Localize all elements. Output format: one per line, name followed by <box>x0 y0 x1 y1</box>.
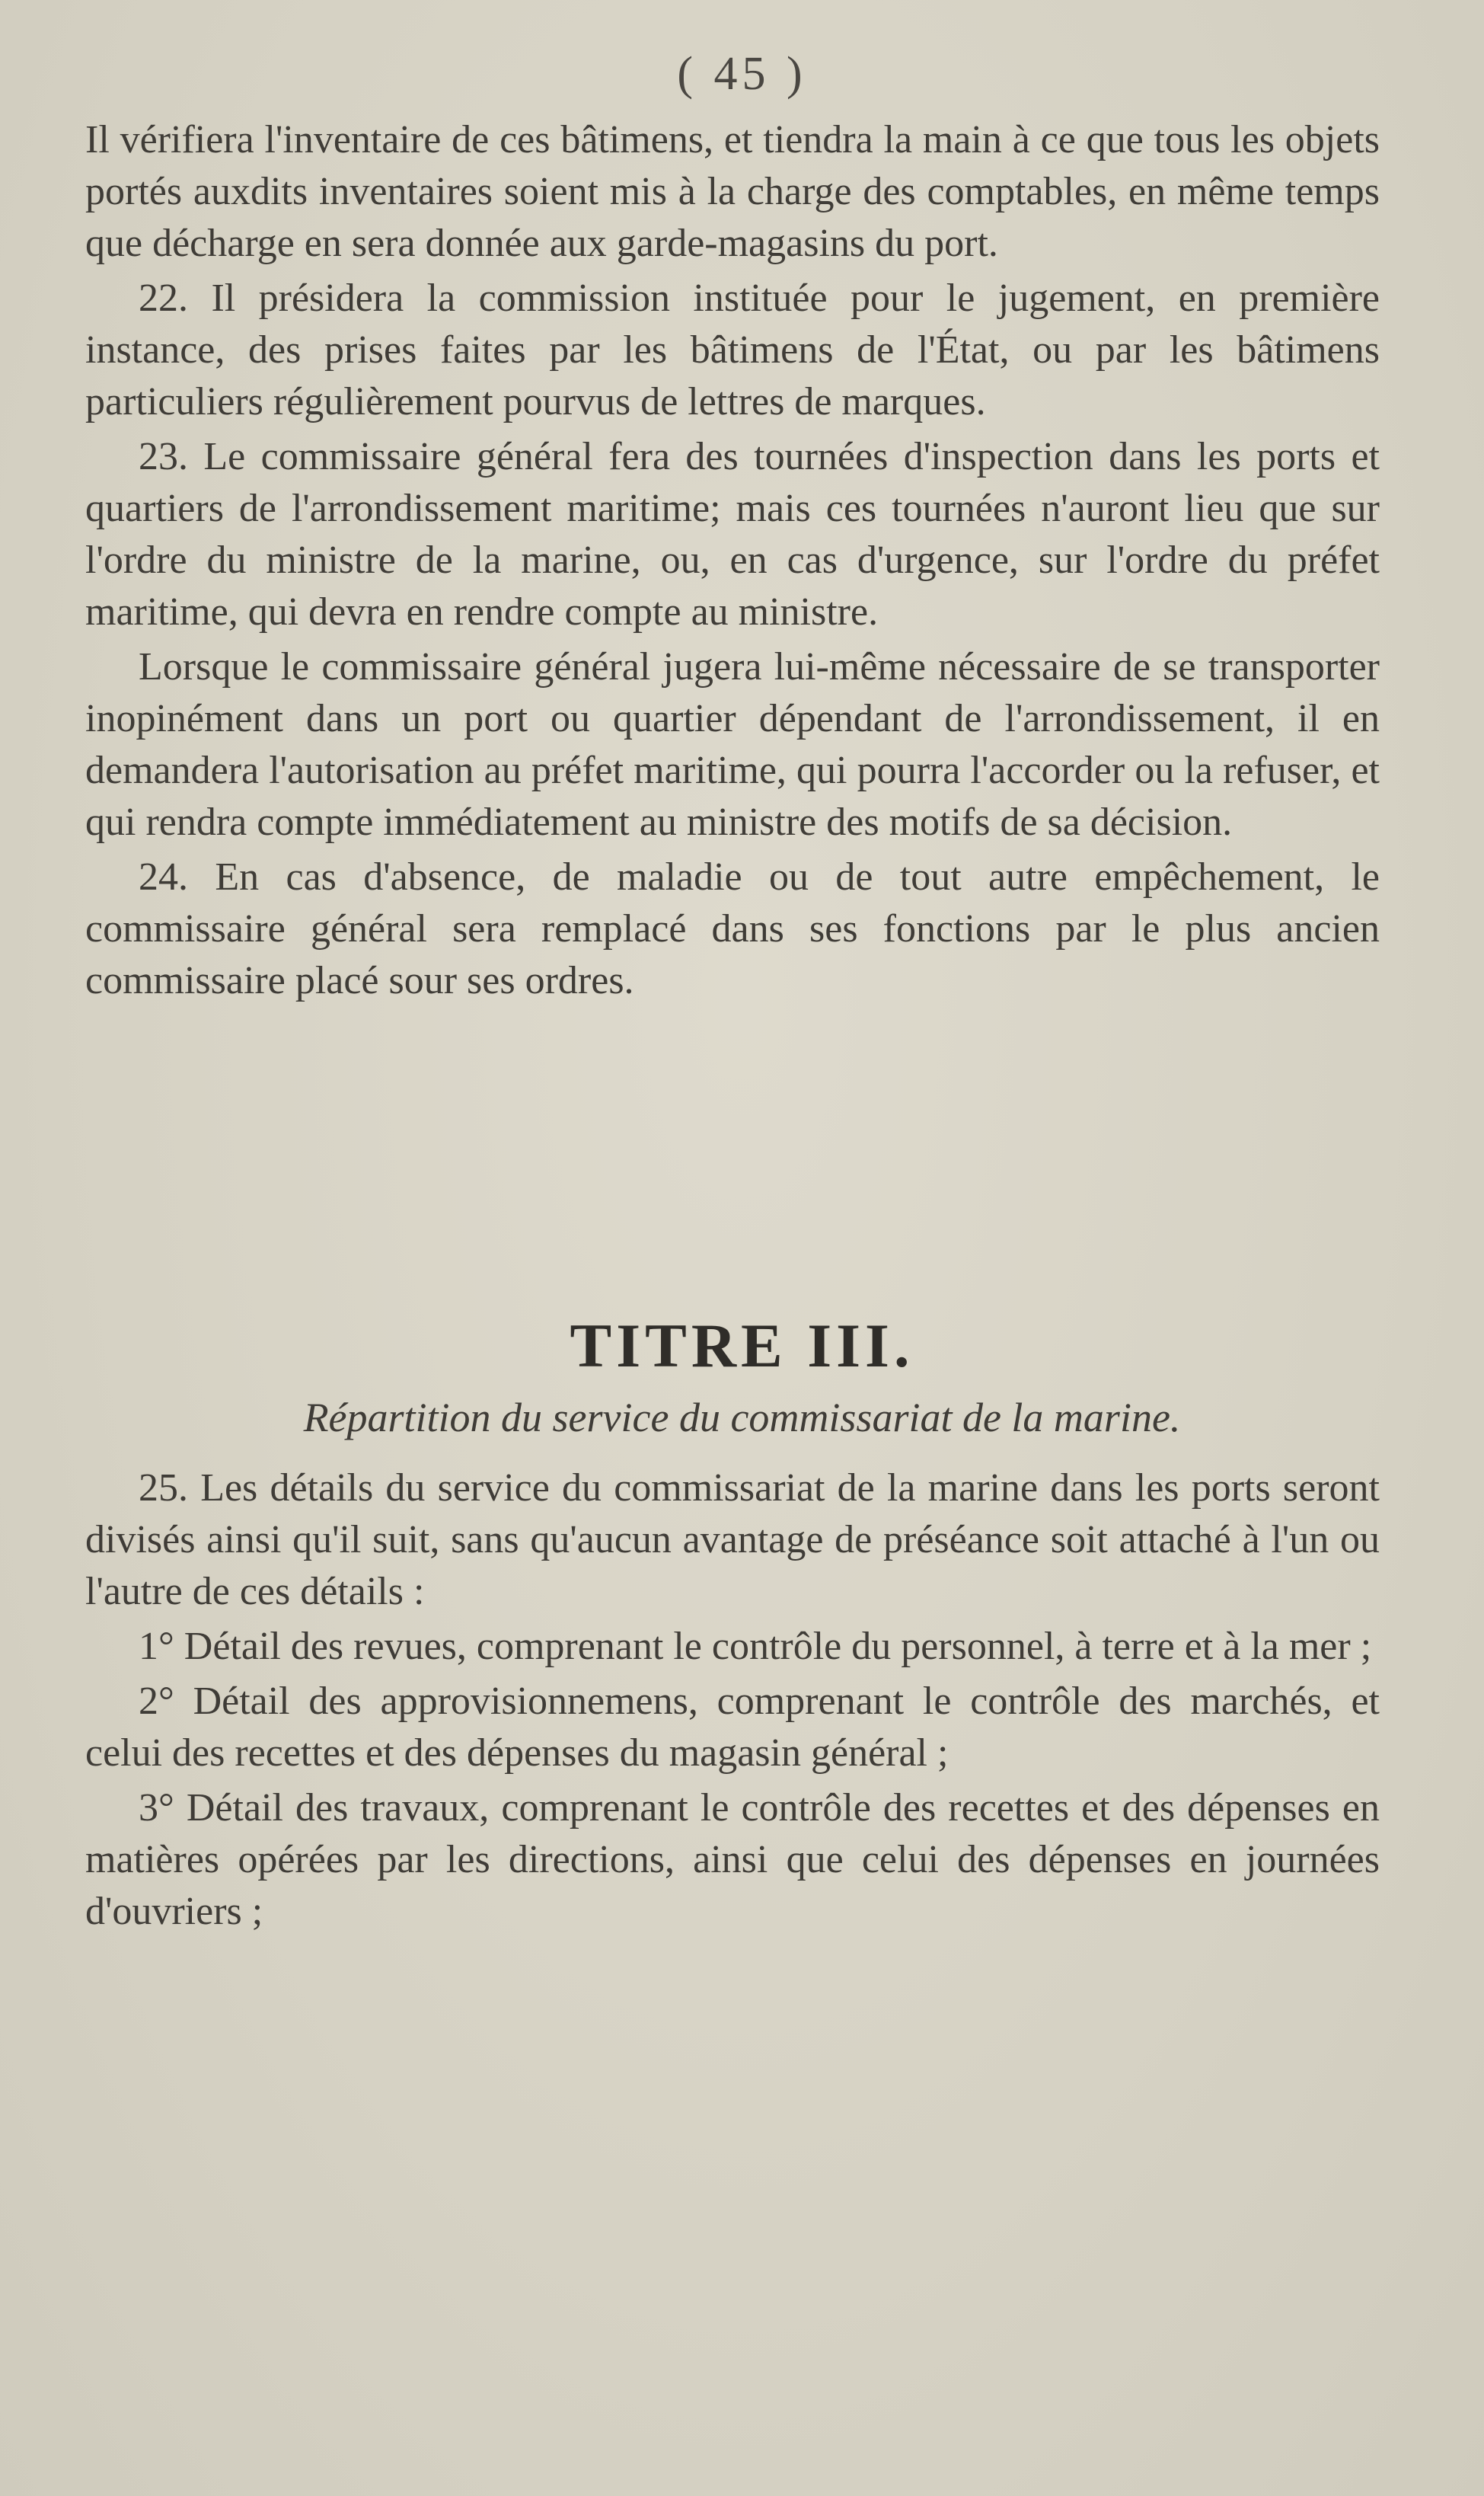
paragraph-article-22: 22. Il présidera la commission instituée pour le jugement, en première instance, des prises faites par les bâtimens de l'État, ou par les bâtimens particuliers régulièrement pourvus de lettres de marques. <box>85 276 1380 423</box>
section-title: TITRE III. <box>570 1311 914 1380</box>
text-block-articles-21-24 <box>85 114 1380 1010</box>
paragraph-article-24: 24. En cas d'absence, de maladie ou de tout autre empêchement, le commissaire général sera remplacé dans ses fonctions par le plus ancien commissaire placé sour ses ordres. <box>85 855 1380 1002</box>
paragraph-article-23: 23. Le commissaire général fera des tournées d'inspection dans les ports et quartiers de l'arrondissement maritime; mais ces tournées n'auront lieu que sur l'ordre du ministre de la marine, ou, en cas d'urgence, sur l'ordre du préfet maritime, qui devra en rendre compte au ministre. <box>85 435 1380 634</box>
paragraph-inspection-authorization: Lorsque le commissaire général jugera lui-même nécessaire de se transporter inopinément dans un port ou quartier dépendant de l'arrondissement, il en demandera l'autorisation au préfet maritime, qui pourra l'accorder ou la refuser, et qui rendra compte immédiatement au ministre des motifs de sa décision. <box>85 645 1380 844</box>
list-item-approvisionnemens: 2° Détail des approvisionnemens, comprenant le contrôle des marchés, et celui des recettes et des dépenses du magasin général ; <box>85 1679 1380 1775</box>
text-block-article-25 <box>85 1462 1380 1941</box>
list-item-revues: 1° Détail des revues, comprenant le contrôle du personnel, à terre et à la mer ; <box>139 1625 1372 1668</box>
page-number: ( 45 ) <box>677 48 807 100</box>
section-subtitle: Répartition du service du commissariat de la marine. <box>303 1395 1181 1440</box>
paragraph-inventory: Il vérifiera l'inventaire de ces bâtimens, et tiendra la main à ce que tous les objets portés auxdits inventaires soient mis à la charge des comptables, en même temps que décharge en sera donnée aux garde-magasins du port. <box>85 118 1380 265</box>
list-item-travaux: 3° Détail des travaux, comprenant le contrôle des recettes et des dépenses en matières opérées par les directions, ainsi que celui des dépenses en journées d'ouvriers ; <box>85 1786 1380 1933</box>
paragraph-article-25: 25. Les détails du service du commissariat de la marine dans les ports seront divisés ainsi qu'il suit, sans qu'aucun avantage de préséance soit attaché à l'un ou l'autre de ces détails : <box>85 1466 1380 1613</box>
